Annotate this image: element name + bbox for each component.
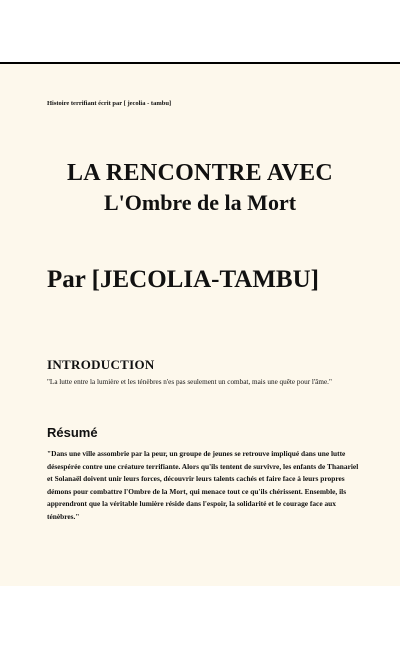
title-line-1: LA RENCONTRE AVEC <box>66 160 334 186</box>
title-line-2: L'Ombre de la Mort <box>103 190 297 215</box>
resume-heading: Résumé <box>47 425 98 440</box>
top-bar <box>0 0 400 64</box>
resume-text: "Dans une ville assombrie par la peur, un groupe de jeunes se retrouve impliqué dans une lutte désespérée contre une créature terrifiante. Alors qu'ils tentent de survivre, les enfants de Thanariel et Solanaël doivent unir leurs forces, découvrir leurs talents cachés et faire face à leurs propres démons pour combattre l'Ombre de la Mort, qui menace tout ce qu'ils chérissent. Ensemble, ils apprendront que la véritable lumière réside dans l'espoir, la solidarité et le courage face aux ténèbres." <box>47 449 359 521</box>
header-line: Histoire terrifiant écrit par [ jecolia - tambu] <box>47 100 172 107</box>
intro-text: "La lutte entre la lumière et les ténèbres n'es pas seulement un combat, mais une quête pour l'âme." <box>47 378 332 386</box>
author-line: Par [JECOLIA-TAMBU] <box>47 266 319 293</box>
intro-heading: INTRODUCTION <box>47 357 155 372</box>
bottom-area <box>0 586 400 650</box>
